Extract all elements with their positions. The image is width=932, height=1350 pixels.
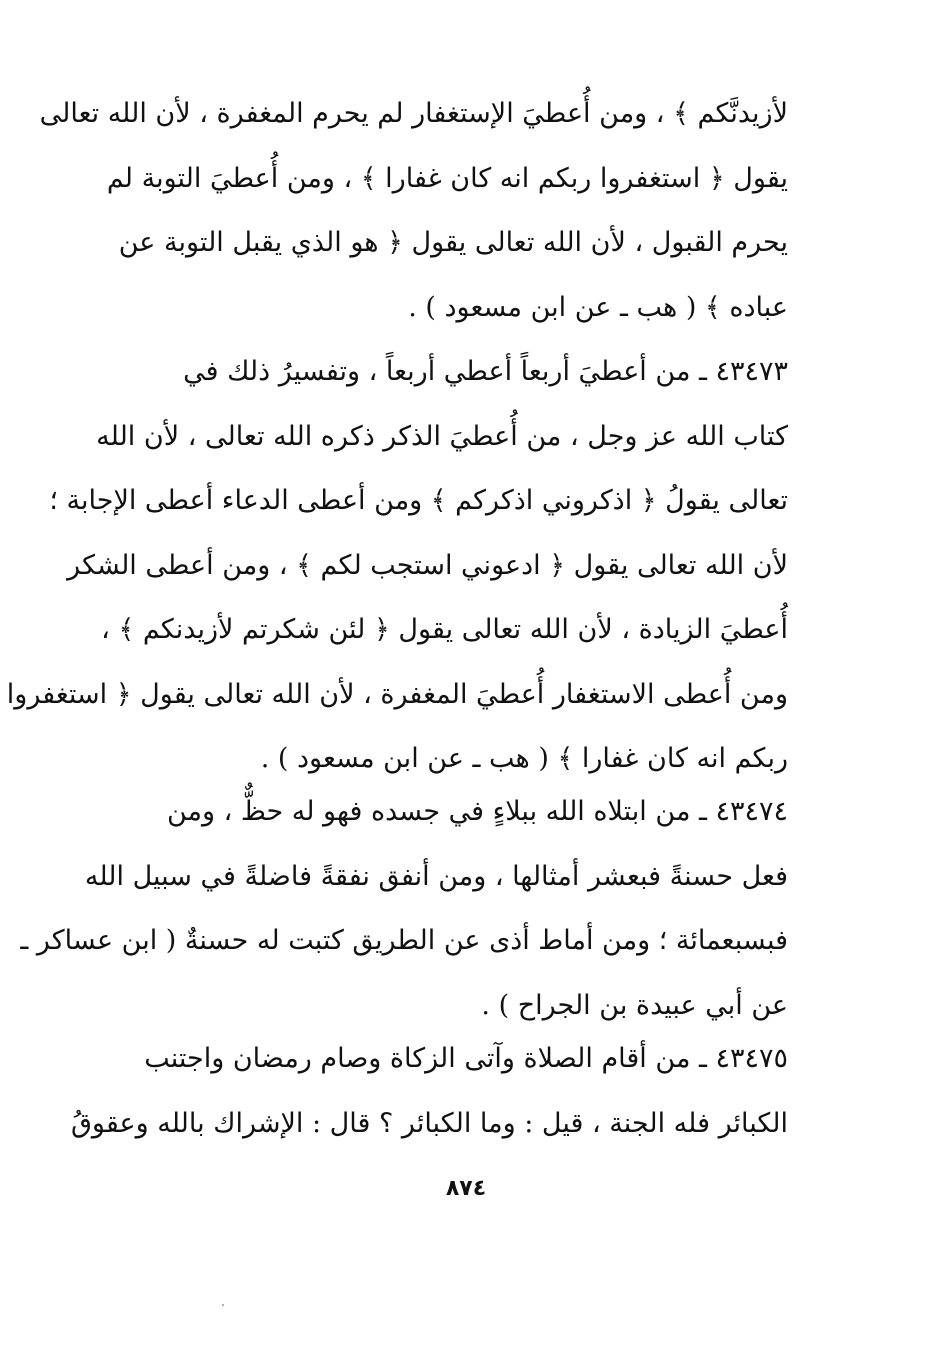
hadith-43474 xyxy=(20,780,788,1038)
text-line: ٤٣٤٧٤ ـ من ابتلاه الله ببلاءٍ في جسده فهو له حظٌّ ، ومن xyxy=(166,796,788,827)
page-number: ٨٧٤ xyxy=(445,1176,487,1201)
paragraph-continuation xyxy=(39,82,788,340)
text-line: ربكم انه كان غفارا ﴾ ( هب ـ عن ابن مسعود ) . xyxy=(260,743,788,774)
scan-speck xyxy=(222,1304,224,1306)
text-line: يقول ﴿ استغفروا ربكم انه كان غفارا ﴾ ، ومن أُعطيَ التوبة لم xyxy=(106,162,788,194)
text-line: ٤٣٤٧٣ ـ من أعطيَ أربعاً أعطي أربعاً ، وتفسيرُ ذلك في xyxy=(183,356,788,387)
text-line: عن أبي عبيدة بن الجراح ) . xyxy=(481,989,788,1021)
text-line: يحرم القبول ، لأن الله تعالى يقول ﴿ هو الذي يقبل التوبة عن xyxy=(118,227,788,258)
text-line: فعل حسنةً فبعشر أمثالها ، ومن أنفق نفقةً فاضلةً في سبيل الله xyxy=(84,860,788,892)
text-line: فبسبعمائة ؛ ومن أماط أذى عن الطريق كتبت له حسنةٌ ( ابن عساكر ـ xyxy=(20,925,788,956)
text-line: لأن الله تعالى يقول ﴿ ادعوني استجب لكم ﴾ ، ومن أعطى الشكر xyxy=(67,549,788,581)
text-line: تعالى يقولُ ﴿ اذكروني اذكركم ﴾ ومن أعطى الدعاء أعطى الإجابة ؛ xyxy=(49,485,788,516)
text-line: أُعطيَ الزيادة ، لأن الله تعالى يقول ﴿ لئن شكرتم لأزيدنكم ﴾ ، xyxy=(101,614,788,645)
text-line: ٤٣٤٧٥ ـ من أقام الصلاة وآتى الزكاة وصام رمضان واجتنب xyxy=(144,1043,788,1074)
text-line: ومن أُعطى الاستغفار أُعطيَ المغفرة ، لأن الله تعالى يقول ﴿ استغفروا xyxy=(6,678,788,710)
text-line: عباده ﴾ ( هب ـ عن ابن مسعود ) . xyxy=(408,291,788,323)
text-line: الكبائر فله الجنة ، قيل : وما الكبائر ؟ قال : الإشراك بالله وعقوقُ xyxy=(70,1107,788,1139)
text-line: لأزيدنَّكم ﴾ ، ومن أُعطيَ الإستغفار لم يحرم المغفرة ، لأن الله تعالى xyxy=(39,98,788,129)
hadith-43473 xyxy=(6,340,788,792)
text-line: كتاب الله عز وجل ، من أُعطيَ الذكر ذكره الله تعالى ، لأن الله xyxy=(96,420,788,452)
hadith-43475 xyxy=(70,1027,788,1156)
